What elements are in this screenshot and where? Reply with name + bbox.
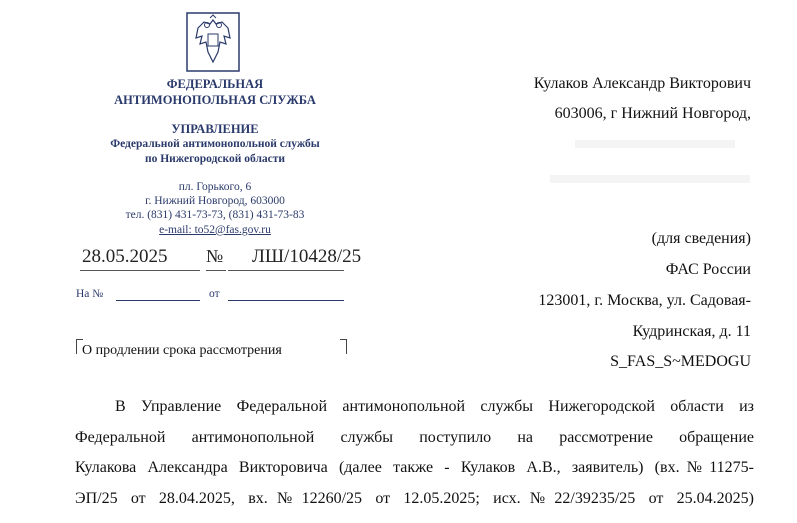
- address-phone: тел. (831) 431-73-73, (831) 431-73-83: [125, 209, 305, 221]
- number-underline: [228, 270, 344, 271]
- copy-recipient-code: S_FAS_S~MEDOGU: [610, 353, 751, 370]
- number-sign: №: [206, 246, 224, 266]
- email-link[interactable]: e-mail: to52@fas.gov.ru: [159, 224, 271, 236]
- date-underline: [80, 270, 200, 271]
- recipient-name: Кулаков Александр Викторович: [533, 75, 751, 92]
- department-name-line2: по Нижегородской области: [144, 153, 286, 165]
- address-city: г. Нижний Новгород, 603000: [145, 195, 285, 207]
- reference-number-line: [116, 300, 200, 301]
- body-paragraph-line: В Управление Федеральной антимонопольной службы Нижегородской области из: [115, 398, 754, 415]
- body-paragraph-line: ЭП/25 от 28.04.2025, вх.№12260/25 от 12.05.2025; исх.№22/39235/25 от 25.04.2025): [75, 490, 754, 507]
- address-street: пл. Горького, 6: [178, 181, 252, 193]
- copy-recipient-address-line2: Кудринская, д. 11: [632, 323, 751, 340]
- document-date: 28.05.2025: [82, 246, 168, 267]
- recipient-address: 603006, г Нижний Новгород,: [554, 105, 751, 122]
- number-sign-underline: [206, 270, 226, 271]
- org-name-line1: ФЕДЕРАЛЬНАЯ: [166, 77, 264, 91]
- body-paragraph-line: Кулакова Александра Викторовича (далее также - Кулаков А.В., заявитель) (вх.№11275-: [75, 459, 754, 476]
- reference-number-label: На №: [76, 288, 104, 300]
- org-name-line2: АНТИМОНОПОЛЬНАЯ СЛУЖБА: [114, 93, 316, 107]
- department-title: УПРАВЛЕНИЕ: [171, 122, 259, 136]
- body-paragraph-line: Федеральной антимонопольной службы поступило на рассмотрение обращение: [75, 429, 754, 446]
- copy-recipient-name: ФАС России: [665, 261, 751, 278]
- document-subject: О продлении срока рассмотрения: [82, 343, 282, 358]
- copy-recipient-address-line1: 123001, г. Москва, ул. Садовая-: [538, 292, 751, 309]
- copy-note: (для сведения): [651, 230, 751, 247]
- redacted-line: [550, 175, 750, 183]
- reference-date-label: от: [209, 288, 220, 300]
- redacted-line: [575, 140, 735, 148]
- reference-date-line: [228, 300, 344, 301]
- subject-bracket-right: [340, 339, 347, 354]
- coat-of-arms-icon: [186, 12, 240, 72]
- department-name-line1: Федеральной антимонопольной службы: [110, 138, 320, 150]
- document-number: ЛШ/10428/25: [252, 246, 362, 267]
